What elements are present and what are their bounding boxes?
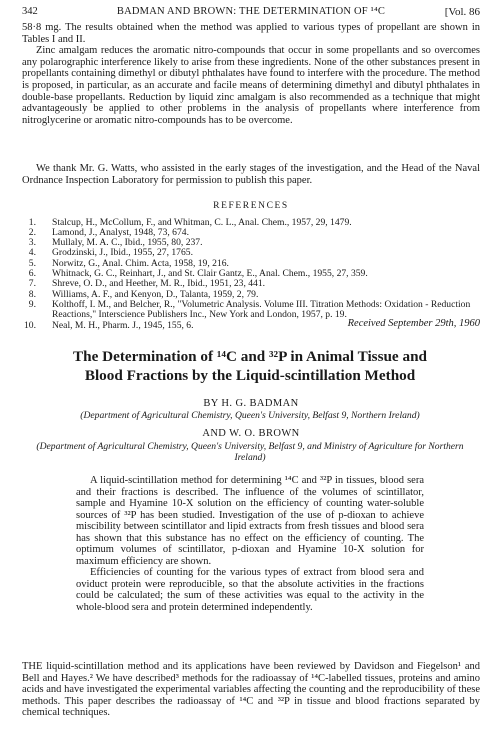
reference-text: Grodzinski, J., Ibid., 1955, 27, 1765.	[52, 247, 193, 259]
reference-number: 8.	[28, 288, 36, 300]
affiliation-1: (Department of Agricultural Chemistry, Queen's University, Belfast 9, Northern Ireland)	[80, 410, 420, 421]
received-text: Received September 29th, 1960	[347, 318, 480, 329]
reference-text: Mullaly, M. A. C., Ibid., 1955, 80, 237.	[52, 237, 203, 249]
reference-text: Stalcup, H., McCollum, F., and Whitman, C. L., Anal. Chem., 1957, 29, 1479.	[52, 216, 352, 228]
acknowledgement-text: We thank Mr. G. Watts, who assisted in the early stages of the investigation, and the Head of the Naval Ordnance Inspection Laboratory for permission to publish this paper.	[22, 163, 480, 186]
reference-text: Shreve, O. D., and Heether, M. R., Ibid., 1951, 23, 441.	[52, 278, 266, 290]
abstract-paragraph: A liquid-scintillation method for determining ¹⁴C and ³²P in tissues, blood sera and their fractions is described. The influence of the volumes of scintillator, sample and Hyamine 10-X solution on the efficiency of counting water-soluble sources of ³²P has been studied. Investigation of the use of p-dioxan to achieve miscibility between scintillator and lipid extracts from fresh tissues and blood sera has shown that this substance has no effect on the efficiency of counting. The optimum volumes of scintillator, p-dioxan and Hyamine 10-X solution for maximum efficiency are shown.	[76, 475, 424, 567]
reference-number: 2.	[28, 226, 36, 238]
reference-list	[22, 218, 480, 331]
paragraph: Zinc amalgam reduces the aromatic nitro-compounds that occur in some propellants and so overcomes any polarographic interference likely to arise from these ingredients. None of the other substances present in propellants containing dimethyl or dibutyl phthalates have found to interfere with the procedure. The method is proposed, in particular, as an accurate and facile means of determining dimethyl and dibutyl phthalates in double-base propellants. Reduction by liquid zinc amalgam is also recommended as a technique that might advantageously be applied to other problems in the analysis of propellants where interference from nitroglycerine or aromatic nitro-compounds has to be overcome.	[22, 45, 480, 126]
references-section	[22, 201, 480, 331]
references-heading: REFERENCES	[213, 201, 289, 211]
received-date	[348, 318, 480, 329]
author-2: AND W. O. BROWN	[202, 428, 300, 439]
reference-number: 7.	[28, 278, 36, 290]
affiliation-2: (Department of Agricultural Chemistry, Queen's University, Belfast 9, and Ministry of Agriculture for Northern Ireland)	[36, 441, 464, 463]
previous-article-text	[22, 22, 480, 126]
title-line: Blood Fractions by the Liquid-scintillation Method	[84, 367, 416, 384]
reference-text: Williams, A. F., and Kenyon, D., Talanta, 1959, 2, 79.	[52, 288, 259, 300]
reference-text: Kolthoff, I. M., and Belcher, R., "Volumetric Analysis. Volume III. Titration Methods: Oxidation - Reduction Reactions," Interscience Publishers Inc., New York and London, 1957, p. 19.	[52, 298, 471, 321]
reference-number: 5.	[28, 257, 36, 269]
abstract	[76, 475, 424, 613]
article-title	[10, 347, 490, 385]
reference-text: Neal, M. H., Pharm. J., 1945, 155, 6.	[52, 319, 194, 331]
abstract-paragraph: Efficiencies of counting for the various types of extract from blood sera and oviduct protein were reproducible, so that the absolute activities in the fractions could be calculated; the sum of these activities was equal to the activity in the whole-blood sera and protein determined independently.	[76, 567, 424, 613]
introduction	[22, 661, 480, 719]
reference-number: 3.	[28, 237, 36, 249]
reference-text: Norwitz, G., Anal. Chim. Acta, 1958, 19, 216.	[52, 257, 229, 269]
paragraph: 58·8 mg. The results obtained when the method was applied to various types of propellant are shown in Tables I and II.	[22, 22, 480, 45]
volume-label: [Vol. 86	[444, 6, 480, 18]
reference-number: 10.	[24, 319, 36, 331]
author-1: BY H. G. BADMAN	[203, 398, 299, 409]
reference-text: Whitnack, G. C., Reinhart, J., and St. Clair Gantz, E., Anal. Chem., 1955, 27, 359.	[52, 268, 368, 280]
running-head: BADMAN AND BROWN: THE DETERMINATION OF ¹⁴C	[116, 6, 386, 17]
reference-number: 1.	[28, 216, 36, 228]
title-line: The Determination of ¹⁴C and ³²P in Animal Tissue and	[73, 348, 427, 365]
page-number: 342	[22, 6, 38, 17]
reference-number: 9.	[28, 298, 36, 310]
acknowledgement	[22, 163, 480, 186]
intro-paragraph: THE liquid-scintillation method and its applications have been reviewed by Davidson and Fiegelson¹ and Bell and Hayes.² We have described³ methods for the radioassay of ¹⁴C-labelled tissues, proteins and amino acids and have investigated the experimental variables affecting the counting and the reproducibility of these methods. This paper describes the radioassay of ¹⁴C and ³²P in tissue and blood fractions separated by chemical techniques.	[22, 661, 480, 719]
running-header	[22, 6, 480, 20]
reference-number: 6.	[28, 268, 36, 280]
reference-number: 4.	[28, 247, 36, 259]
reference-text: Lamond, J., Analyst, 1948, 73, 674.	[52, 226, 189, 238]
